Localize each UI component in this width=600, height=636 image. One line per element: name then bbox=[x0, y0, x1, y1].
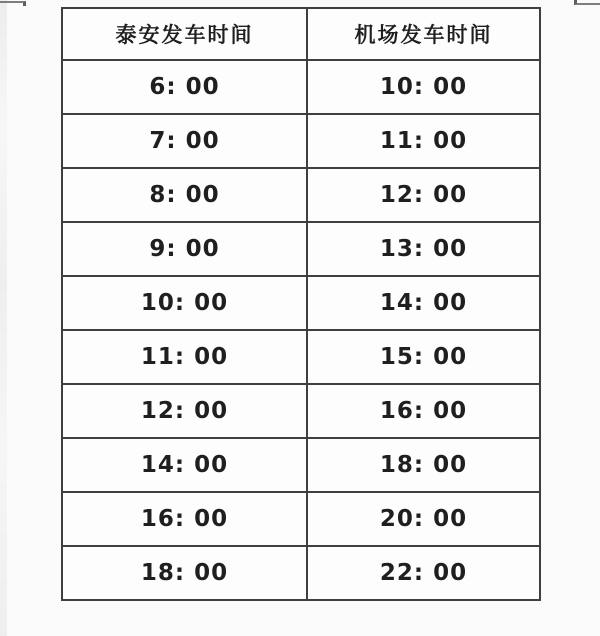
table-row bbox=[62, 546, 540, 600]
scan-edge-artifact bbox=[0, 0, 7, 636]
cell-airport-time: 18: 00 bbox=[307, 438, 540, 492]
cell-airport-time: 15: 00 bbox=[307, 330, 540, 384]
cell-taian-time: 10: 00 bbox=[62, 276, 307, 330]
cell-taian-time: 6: 00 bbox=[62, 60, 307, 114]
table-row bbox=[62, 114, 540, 168]
cell-airport-time: 13: 00 bbox=[307, 222, 540, 276]
header-taian-departure: 泰安发车时间 bbox=[62, 8, 307, 60]
table-row bbox=[62, 168, 540, 222]
cell-airport-time: 12: 00 bbox=[307, 168, 540, 222]
cell-airport-time: 16: 00 bbox=[307, 384, 540, 438]
cell-airport-time: 22: 00 bbox=[307, 546, 540, 600]
cell-airport-time: 20: 00 bbox=[307, 492, 540, 546]
cell-airport-time: 10: 00 bbox=[307, 60, 540, 114]
cell-taian-time: 18: 00 bbox=[62, 546, 307, 600]
cell-taian-time: 16: 00 bbox=[62, 492, 307, 546]
table-row bbox=[62, 222, 540, 276]
table-row bbox=[62, 384, 540, 438]
table-header-row bbox=[62, 8, 540, 60]
table-row bbox=[62, 60, 540, 114]
table-row bbox=[62, 276, 540, 330]
cell-taian-time: 14: 00 bbox=[62, 438, 307, 492]
cell-airport-time: 14: 00 bbox=[307, 276, 540, 330]
cell-taian-time: 11: 00 bbox=[62, 330, 307, 384]
cell-taian-time: 12: 00 bbox=[62, 384, 307, 438]
table-row bbox=[62, 330, 540, 384]
timetable-body bbox=[62, 60, 540, 600]
cell-taian-time: 9: 00 bbox=[62, 222, 307, 276]
page-corner-mark-right-icon bbox=[574, 0, 600, 5]
page-corner-mark-left-icon bbox=[0, 1, 26, 6]
cell-taian-time: 7: 00 bbox=[62, 114, 307, 168]
bus-timetable bbox=[61, 7, 541, 601]
cell-taian-time: 8: 00 bbox=[62, 168, 307, 222]
cell-airport-time: 11: 00 bbox=[307, 114, 540, 168]
table-row bbox=[62, 492, 540, 546]
header-airport-departure: 机场发车时间 bbox=[307, 8, 540, 60]
table-row bbox=[62, 438, 540, 492]
